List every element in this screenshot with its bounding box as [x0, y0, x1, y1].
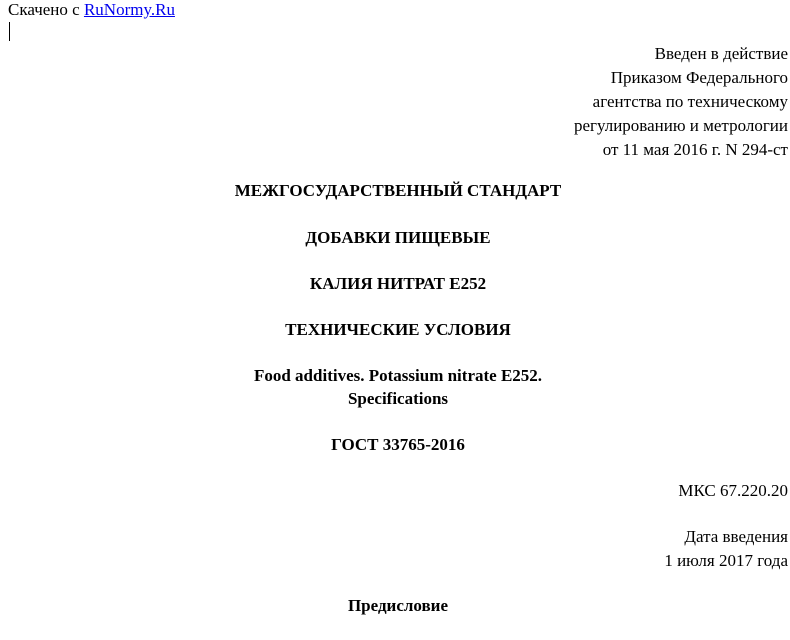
- section-title-foreword: Предисловие: [347, 596, 449, 615]
- title-line-specifications: ТЕХНИЧЕСКИЕ УСЛОВИЯ: [285, 320, 511, 339]
- english-title-line2: Specifications: [347, 389, 449, 408]
- approval-block: [574, 42, 788, 162]
- approval-line: агентства по техническому: [592, 92, 788, 111]
- standard-type-heading: МЕЖГОСУДАРСТВЕННЫЙ СТАНДАРТ: [234, 181, 562, 200]
- approval-line: Приказом Федерального: [610, 68, 788, 87]
- source-line: [8, 0, 175, 22]
- title-line-additives: ДОБАВКИ ПИЩЕВЫЕ: [305, 228, 491, 247]
- source-prefix: Скачено с: [8, 0, 84, 19]
- english-title-line1: Food additives. Potassium nitrate E252.: [253, 366, 543, 385]
- approval-line: Введен в действие: [654, 44, 788, 63]
- approval-line: регулированию и метрологии: [573, 116, 788, 135]
- approval-line: от 11 мая 2016 г. N 294-ст: [602, 140, 788, 159]
- mks-code: МКС 67.220.20: [678, 481, 788, 500]
- effective-date-label: Дата введения: [684, 527, 788, 546]
- text-cursor: [9, 22, 10, 41]
- effective-date-block: [664, 525, 788, 573]
- gost-designation: ГОСТ 33765-2016: [331, 435, 465, 454]
- effective-date-value: 1 июля 2017 года: [664, 551, 788, 570]
- runormy-link[interactable]: RuNormy.Ru: [83, 0, 175, 19]
- title-line-potassium-nitrate: КАЛИЯ НИТРАТ E252: [309, 274, 487, 293]
